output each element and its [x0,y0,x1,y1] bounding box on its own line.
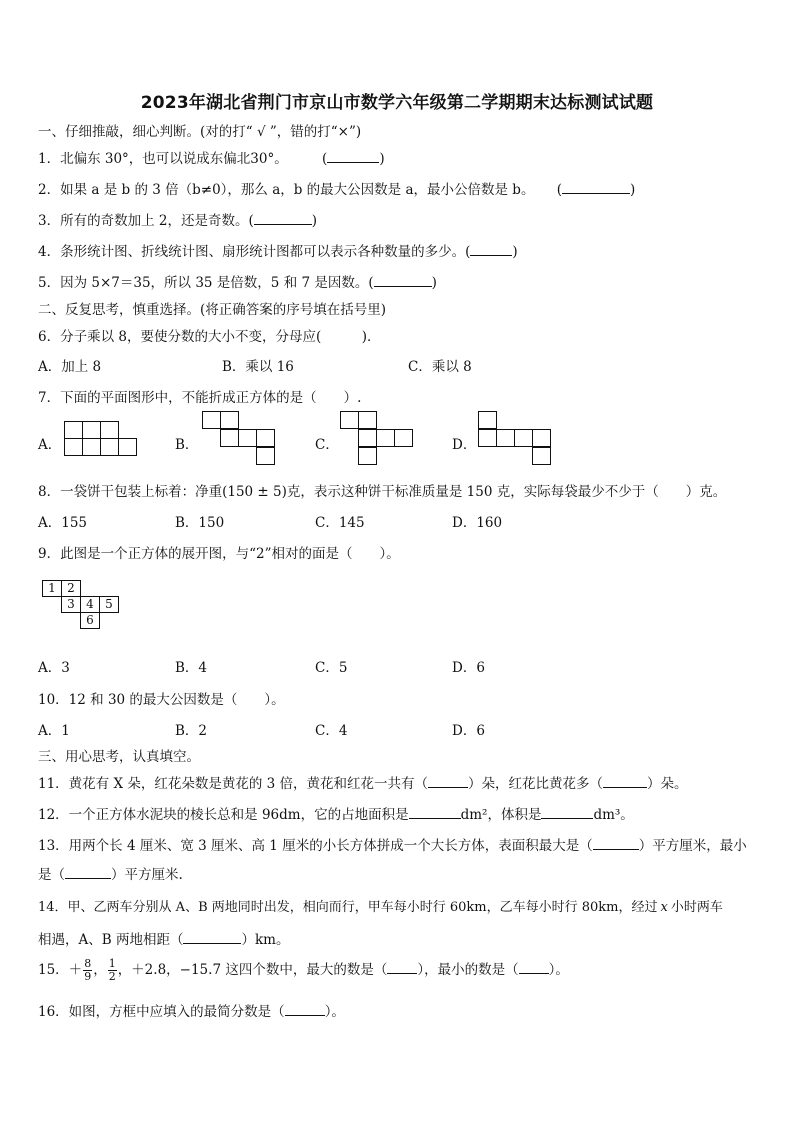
net-cell [340,411,359,429]
section-2-heading: 二、反复思考，慎重选择。(将正确答案的序号填在括号里) [38,302,387,318]
question-11 [38,772,688,792]
answer-blank-14[interactable] [183,929,241,944]
fraction-8-9 [83,958,92,983]
answer-blank-1[interactable] [327,148,379,163]
q10-option-c[interactable]: C．4 [315,723,348,739]
question-2 [38,178,635,198]
fraction-denominator: 2 [108,970,116,983]
q13-text-a: 13．用两个长 4 厘米、宽 3 厘米、高 1 厘米的小长方体拼成一个大长方体，表面积最大是（ [38,838,593,854]
section-1-heading: 一、仔细推敲，细心判断。(对的打“ √ ”，错的打“×”) [38,124,362,140]
net-cell [376,429,395,447]
q12-text-b: dm²，体积是 [460,807,542,823]
net-cell [358,429,377,447]
q14-text-b: 小时两车 [670,900,723,915]
q14-text-a: 14．甲、乙两车分别从 A、B 两地同时出发，相向而行，甲车每小时行 60km，乙车每小时行 80km，经过 [38,900,658,915]
q7-option-d-label[interactable]: D． [452,437,477,453]
q13-text-d: ）平方厘米. [111,867,183,883]
answer-blank-12b[interactable] [541,804,593,819]
net-face-4: 4 [80,596,100,613]
q16-text-a: 16．如图，方框中应填入的最简分数是（ [38,1004,285,1020]
q13-text-c: 是（ [38,867,65,883]
net-cell [256,447,275,465]
question-2-text: 2．如果 a 是 b 的 3 倍（b≠0），那么 a，b 的最大公因数是 a，最小公倍数是 b。 [38,182,535,198]
answer-blank-15b[interactable] [519,959,549,974]
q6-option-c[interactable]: C．乘以 8 [408,359,472,375]
answer-paren-close: ) [630,182,636,198]
q15-text-c: ），最小的数是（ [417,962,519,978]
net-cell [358,411,377,429]
q15-text-d: ）。 [548,962,569,978]
net-cell [118,438,137,456]
question-7: 7．下面的平面图形中，不能折成正方体的是（ ）. [38,390,362,406]
net-cell [100,438,119,456]
question-14-cont [38,928,289,948]
answer-blank-11b[interactable] [603,773,647,788]
question-10: 10．12 和 30 的最大公因数是（ ）。 [38,692,285,708]
question-8: 8．一袋饼干包装上标着：净重(150 ± 5)克，表示这种饼干标准质量是 150 克，实际每袋最少不少于（ ）克。 [38,484,727,500]
question-12 [38,803,634,823]
question-15 [38,958,569,983]
net-cell [532,447,551,465]
net-cell [256,429,275,447]
net-face-1: 1 [42,580,62,597]
net-cell [220,411,239,429]
answer-blank-2[interactable] [562,179,630,194]
net-cell-empty [118,421,137,439]
answer-blank-13a[interactable] [593,835,639,850]
answer-blank-3[interactable] [254,210,312,225]
q16-text-b: ）。 [324,1004,345,1020]
q9-option-d[interactable]: D．6 [452,660,485,676]
question-5-text: 5．因为 5×7＝35，所以 35 是倍数，5 和 7 是因数。( [38,275,374,291]
answer-blank-12a[interactable] [409,804,461,819]
net-cell [514,429,533,447]
net-cell [82,438,101,456]
q9-option-b[interactable]: B．4 [175,660,208,676]
net-cell [478,411,497,429]
net-cell [100,421,119,439]
q8-option-b[interactable]: B．150 [175,515,225,531]
q7-option-c-label[interactable]: C． [315,437,339,453]
q10-option-d[interactable]: D．6 [452,723,485,739]
question-13 [38,834,747,854]
q14-text-c: 相遇，A、B 两地相距（ [38,932,184,948]
question-3-text: 3．所有的奇数加上 2，还是奇数。( [38,213,254,229]
q11-text-a: 11．黄花有 X 朵，红花朵数是黄花的 3 倍，黄花和红花一共有（ [38,776,429,792]
q10-option-b[interactable]: B．2 [175,723,208,739]
answer-paren-open: ( [322,151,328,167]
answer-paren-close: ) [431,275,437,291]
q12-text-a: 12．一个正方体水泥块的棱长总和是 96dm，它的占地面积是 [38,807,409,823]
question-14 [38,896,723,915]
net-cell [394,429,413,447]
net-cell [238,429,257,447]
answer-blank-4[interactable] [470,241,512,256]
net-cell [64,421,83,439]
q7-option-b-label[interactable]: B． [175,437,199,453]
q10-option-a[interactable]: A．1 [38,723,70,739]
comma-separator: ， [93,962,107,978]
q15-text-a: 15．＋ [38,962,83,978]
q15-text-b: ，＋2.8，−15.7 这四个数中，最大的数是（ [117,962,388,978]
net-cell [358,447,377,465]
q9-option-a[interactable]: A．3 [38,660,70,676]
question-3 [38,209,317,229]
net-cell [220,429,239,447]
section-3-heading: 三、用心思考，认真填空。 [38,749,200,765]
net-cell [82,421,101,439]
net-face-6: 6 [80,612,100,629]
q8-option-d[interactable]: D．160 [452,515,503,531]
answer-paren-close: ) [379,151,385,167]
net-cell [478,429,497,447]
question-6: 6．分子乘以 8，要使分数的大小不变，分母应( )． [38,329,381,345]
question-4-text: 4．条形统计图、折线统计图、扇形统计图都可以表示各种数量的多少。( [38,244,471,260]
question-5 [38,271,437,291]
fraction-numerator: 8 [84,957,92,970]
q6-option-b[interactable]: B．乘以 16 [222,359,294,375]
q6-option-a[interactable]: A．加上 8 [38,359,102,375]
net-face-3: 3 [61,596,81,613]
answer-blank-11a[interactable] [428,773,468,788]
answer-paren-open: ( [556,182,563,198]
q12-text-c: dm³。 [593,807,634,823]
q9-option-c[interactable]: C．5 [315,660,348,676]
answer-blank-5[interactable] [374,272,432,287]
q7-option-a-label[interactable]: A． [38,437,62,453]
q11-text-b: ）朵，红花比黄花多（ [468,776,604,792]
question-1 [38,147,385,167]
page-title: 2023年湖北省荆门市京山市数学六年级第二学期期末达标测试试题 [140,93,654,113]
q11-text-c: ）朵。 [647,776,688,792]
q8-option-a[interactable]: A．155 [38,515,88,531]
answer-paren-close: ) [311,213,318,229]
answer-blank-15a[interactable] [387,959,417,974]
answer-blank-13b[interactable] [65,864,111,879]
fraction-numerator: 1 [108,957,116,970]
question-4 [38,240,518,260]
question-13-cont [38,863,183,883]
answer-paren-close: ) [512,244,518,260]
q13-text-b: ）平方厘米，最小 [638,838,747,854]
net-cell [202,411,221,429]
q14-text-d: ）km。 [241,932,290,948]
net-cell [64,438,83,456]
question-16 [38,1000,345,1020]
answer-blank-16[interactable] [285,1001,325,1016]
net-cell [532,429,551,447]
fraction-1-2 [108,958,117,983]
net-cell [496,429,515,447]
q8-option-c[interactable]: C．145 [315,515,365,531]
fraction-denominator: 9 [84,970,92,983]
q14-variable-x: x [660,900,668,915]
net-face-2: 2 [61,580,81,597]
question-9: 9．此图是一个正方体的展开图，与“2”相对的面是（ ）。 [38,546,400,562]
net-face-5: 5 [99,596,119,613]
question-1-text: 1．北偏东 30°，也可以说成东偏北30°。 [38,151,288,167]
